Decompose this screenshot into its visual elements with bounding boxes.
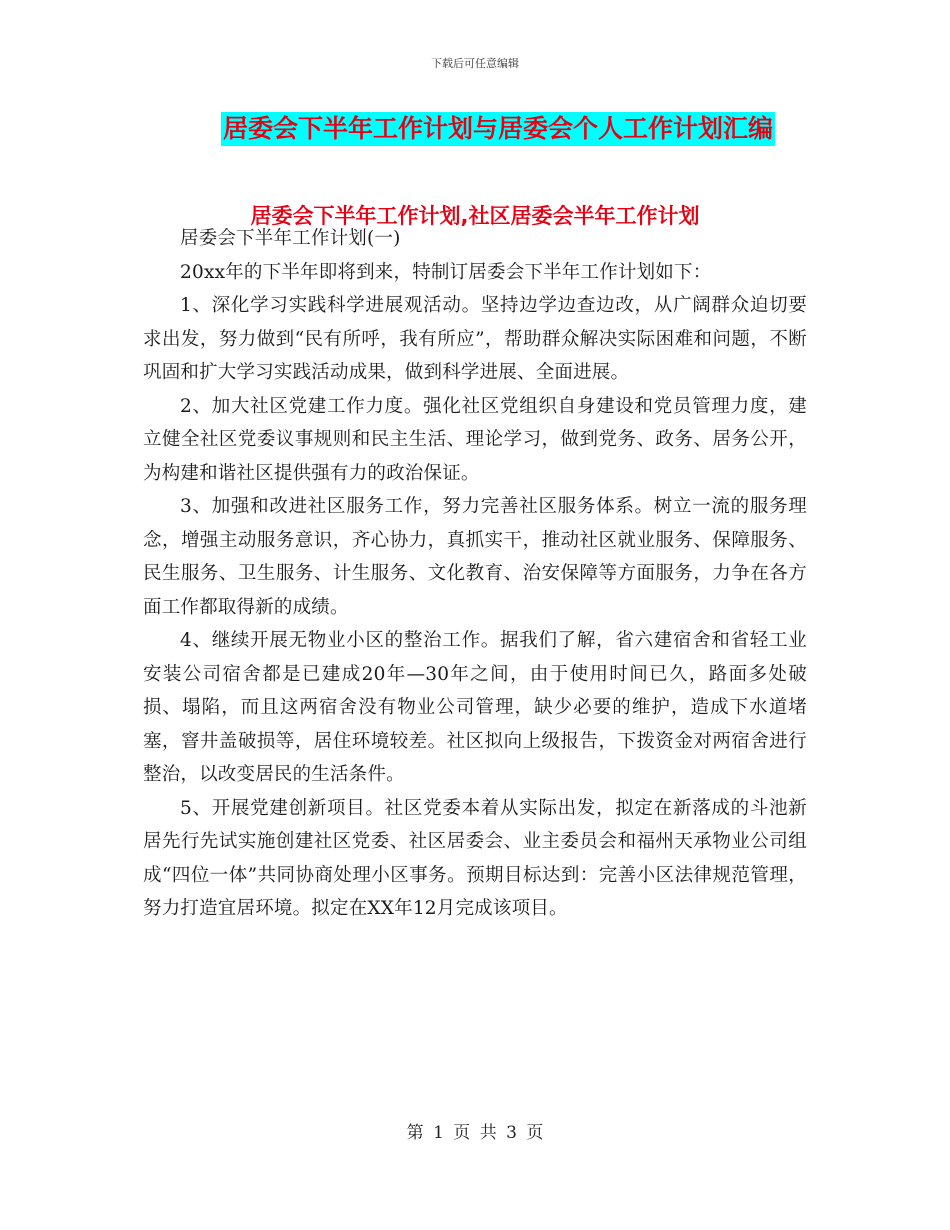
plan-item-2: 2、加大社区党建工作力度。强化社区党组织自身建设和党员管理力度，建立健全社区党委议事规则和民主生活、理论学习，做到党务、政务、居务公开，为构建和谐社区提供强有力的政治保证。 bbox=[143, 395, 807, 484]
intro-paragraph: 20xx年的下半年即将到来，特制订居委会下半年工作计划如下： bbox=[180, 261, 712, 283]
document-subtitle: 居委会下半年工作计划,社区居委会半年工作计划 bbox=[250, 204, 700, 228]
plan-item-3: 3、加强和改进社区服务工作，努力完善社区服务体系。树立一流的服务理念，增强主动服务意识，齐心协力，真抓实干，推动社区就业服务、保障服务、民生服务、卫生服务、计生服务、文化教育、治安保障等方面服务，力争在各方面工作都取得新的成绩。 bbox=[143, 496, 807, 618]
page-number: 第 1 页 共 3 页 bbox=[406, 1123, 544, 1143]
plan-item-1: 1、深化学习实践科学进展观活动。坚持边学边查边改，从广阔群众迫切要求出发，努力做到“民有所呼，我有所应”，帮助群众解决实际困难和问题，不断巩固和扩大学习实践活动成果，做到科学进展、全面进展。 bbox=[143, 295, 807, 383]
title-container bbox=[0, 112, 950, 146]
document-body bbox=[143, 222, 807, 926]
section-heading: 居委会下半年工作计划(一) bbox=[180, 228, 401, 249]
document-title: 居委会下半年工作计划与居委会个人工作计划汇编 bbox=[221, 112, 775, 146]
plan-item-4: 4、继续开展无物业小区的整治工作。据我们了解，省六建宿舍和省轻工业安装公司宿舍都是已建成20年—30年之间，由于使用时间已久，路面多处破损、塌陷，而且这两宿舍没有物业公司管理，缺少必要的维护，造成下水道堵塞，窨井盖破损等，居住环境较差。社区拟向上级报告，下拨资金对两宿舍进行整治，以改变居民的生活条件。 bbox=[143, 630, 807, 785]
header-note: 下载后可任意编辑 bbox=[431, 57, 519, 70]
plan-item-5: 5、开展党建创新项目。社区党委本着从实际出发，拟定在新落成的斗池新居先行先试实施创建社区党委、社区居委会、业主委员会和福州天承物业公司组成“四位一体”共同协商处理小区事务。预期目标达到：完善小区法律规范管理，努力打造宜居环境。拟定在XX年12月完成该项目。 bbox=[143, 797, 807, 919]
